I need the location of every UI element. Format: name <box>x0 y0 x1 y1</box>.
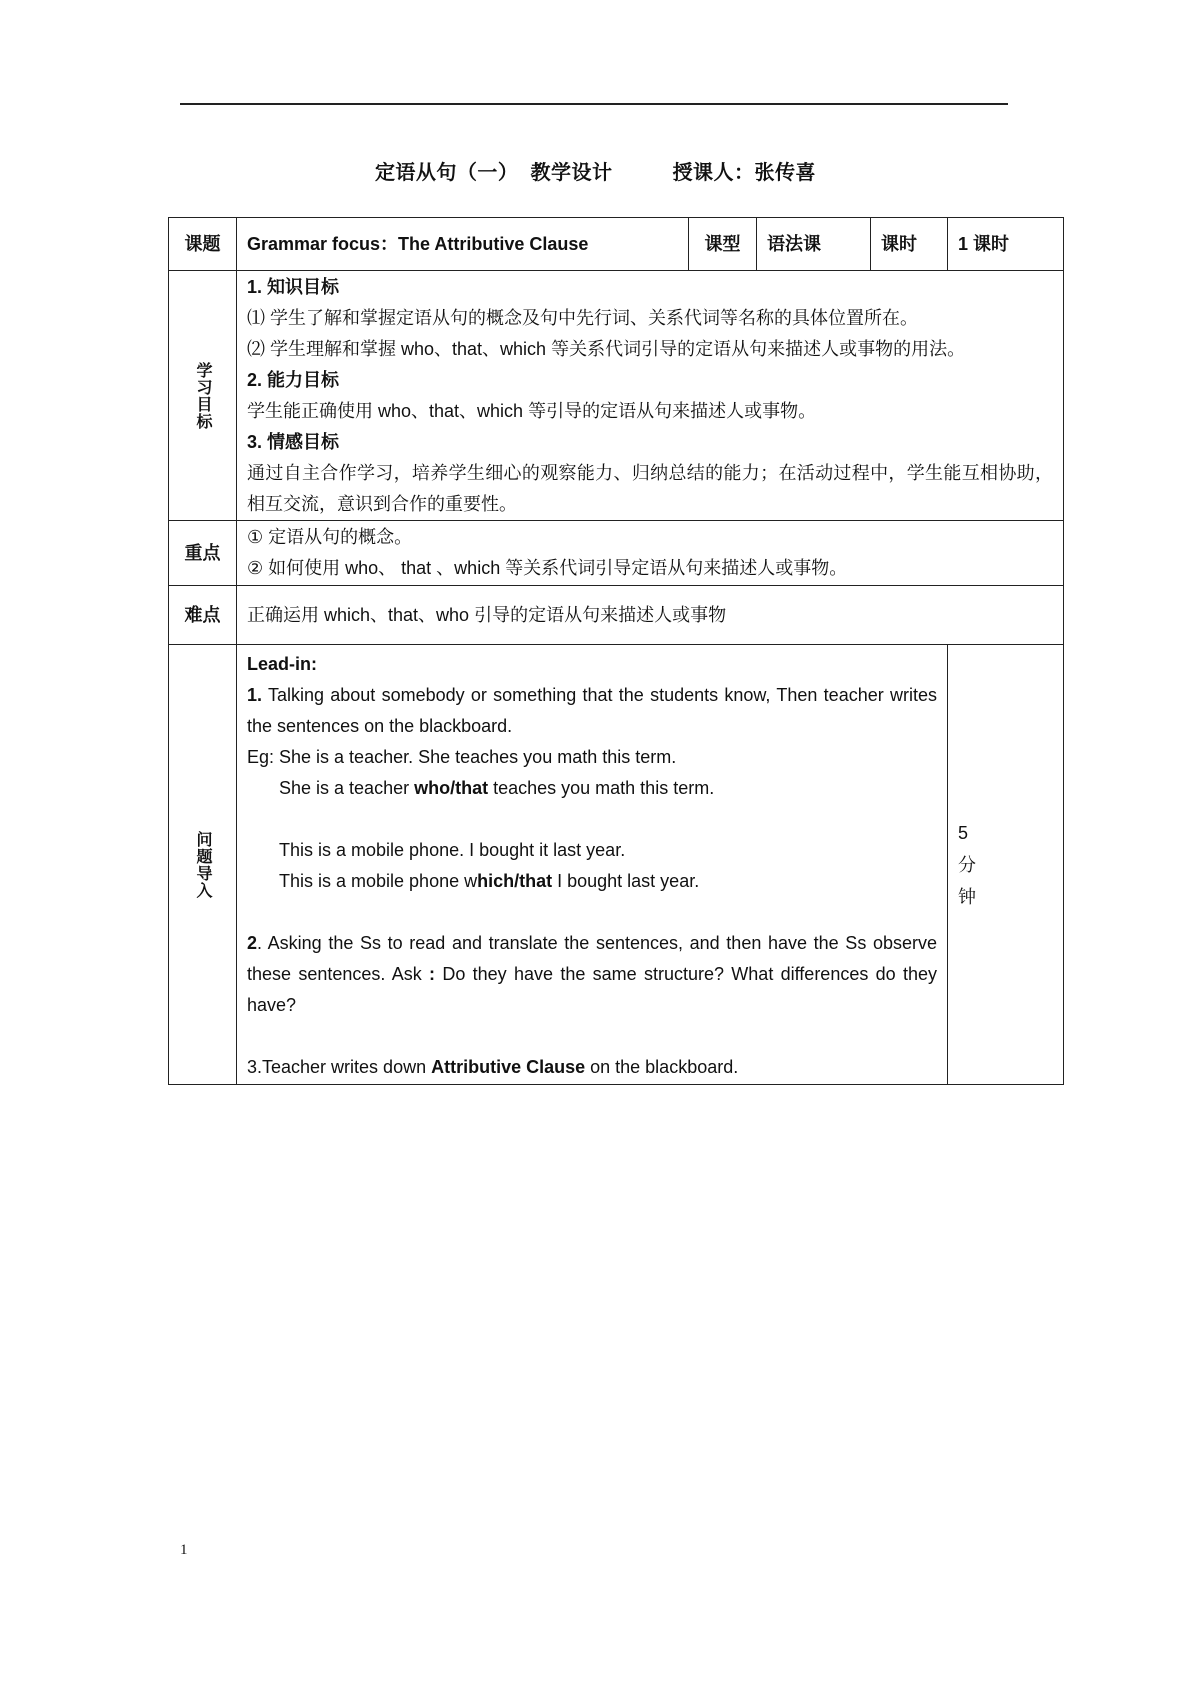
step-3-text: 3.Teacher writes down <box>247 1057 432 1077</box>
goals-label: 学习目标 <box>194 361 211 430</box>
ability-item-1: 学生能正确使用 who、that、which 等引导的定语从句来描述人或事物。 <box>247 400 817 421</box>
hours-value: 1 课时 <box>948 218 1064 271</box>
document-title <box>0 156 1191 185</box>
example-4 <box>247 866 937 897</box>
example-4-text: This is a mobile phone w <box>279 871 478 891</box>
lead-in-row <box>169 645 1064 1085</box>
example-3: This is a mobile phone. I bought it last year. <box>279 840 626 860</box>
difficulty-1: 正确运用 which、that、who 引导的定语从句来描述人或事物 <box>247 604 727 625</box>
lead-in-heading: Lead-in: <box>247 654 317 674</box>
lead-in-step-1 <box>247 680 937 742</box>
step-1-number: 1. <box>247 685 263 705</box>
page-number: 1 <box>180 1542 188 1558</box>
type-value: 语法课 <box>757 218 871 271</box>
step-2-question: Do they have the same structure? What differences do they have? <box>247 964 937 1015</box>
lead-in-step-2 <box>247 928 937 1021</box>
example-1: Eg: She is a teacher. She teaches you math this term. <box>247 747 677 767</box>
difficulties-label: 难点 <box>169 586 237 645</box>
lead-in-label-cell <box>169 645 237 1085</box>
example-2-relative-pronoun: who/that <box>414 778 489 798</box>
knowledge-item-1: ⑴ 学生了解和掌握定语从句的概念及句中先行词、关系代词等名称的具体位置所在。 <box>247 307 918 328</box>
key-point-2: ② 如何使用 who、 that 、which 等关系代词引导定语从句来描述人或事物。 <box>247 558 848 578</box>
step-2-text: . Asking the Ss to read and translate the sentences, and then have the Ss observe these sentences. Ask <box>247 933 937 984</box>
time-value: 5 <box>958 822 969 843</box>
header-rule <box>180 103 1008 105</box>
goals-row <box>169 271 1064 521</box>
key-points-content <box>237 521 1064 586</box>
ability-title: 2. 能力目标 <box>247 369 340 390</box>
step-2-number: 2 <box>247 933 258 953</box>
step-3-term: Attributive Clause <box>431 1057 586 1077</box>
lead-in-content <box>237 645 948 1085</box>
time-unit-2: 钟 <box>958 886 976 907</box>
lead-in-time <box>948 645 1064 1085</box>
topic-row <box>169 218 1064 271</box>
time-unit-1: 分 <box>958 854 976 875</box>
step-3-text-end: on the blackboard. <box>585 1057 739 1077</box>
topic-label: 课题 <box>169 218 237 271</box>
lead-in-label: 问题导入 <box>194 830 211 899</box>
goals-content <box>237 271 1064 521</box>
type-label: 课型 <box>689 218 757 271</box>
example-2-text: She is a teacher <box>279 778 415 798</box>
example-4-text-end: I bought last year. <box>552 871 700 891</box>
example-2-text-end: teaches you math this term. <box>488 778 715 798</box>
goals-label-cell <box>169 271 237 521</box>
example-4-relative-pronoun: hich/that <box>477 871 553 891</box>
key-points-label: 重点 <box>169 521 237 586</box>
difficulties-content <box>237 586 1064 645</box>
step-1-text: Talking about somebody or something that the students know, Then teacher writes the sentences on the blackboard. <box>247 685 937 736</box>
teacher-name: 授课人：张传喜 <box>672 162 817 184</box>
lesson-title: 定语从句（一） 教学设计 <box>374 162 613 184</box>
difficulties-row <box>169 586 1064 645</box>
knowledge-item-2: ⑵ 学生理解和掌握 who、that、which 等关系代词引导的定语从句来描述人或事物的用法。 <box>247 338 966 359</box>
key-points-row <box>169 521 1064 586</box>
knowledge-title: 1. 知识目标 <box>247 276 340 297</box>
hours-label: 课时 <box>871 218 948 271</box>
emotion-title: 3. 情感目标 <box>247 431 340 452</box>
lead-in-step-3 <box>247 1052 937 1083</box>
topic-value: Grammar focus：The Attributive Clause <box>237 218 689 271</box>
example-2 <box>247 773 937 804</box>
key-point-1: ① 定语从句的概念。 <box>247 527 413 547</box>
lesson-plan-table <box>168 217 1064 1085</box>
step-2-colon: : <box>429 964 436 984</box>
emotion-item-1: 通过自主合作学习，培养学生细心的观察能力、归纳总结的能力；在活动过程中，学生能互相协助，相互交流，意识到合作的重要性。 <box>247 462 1053 514</box>
